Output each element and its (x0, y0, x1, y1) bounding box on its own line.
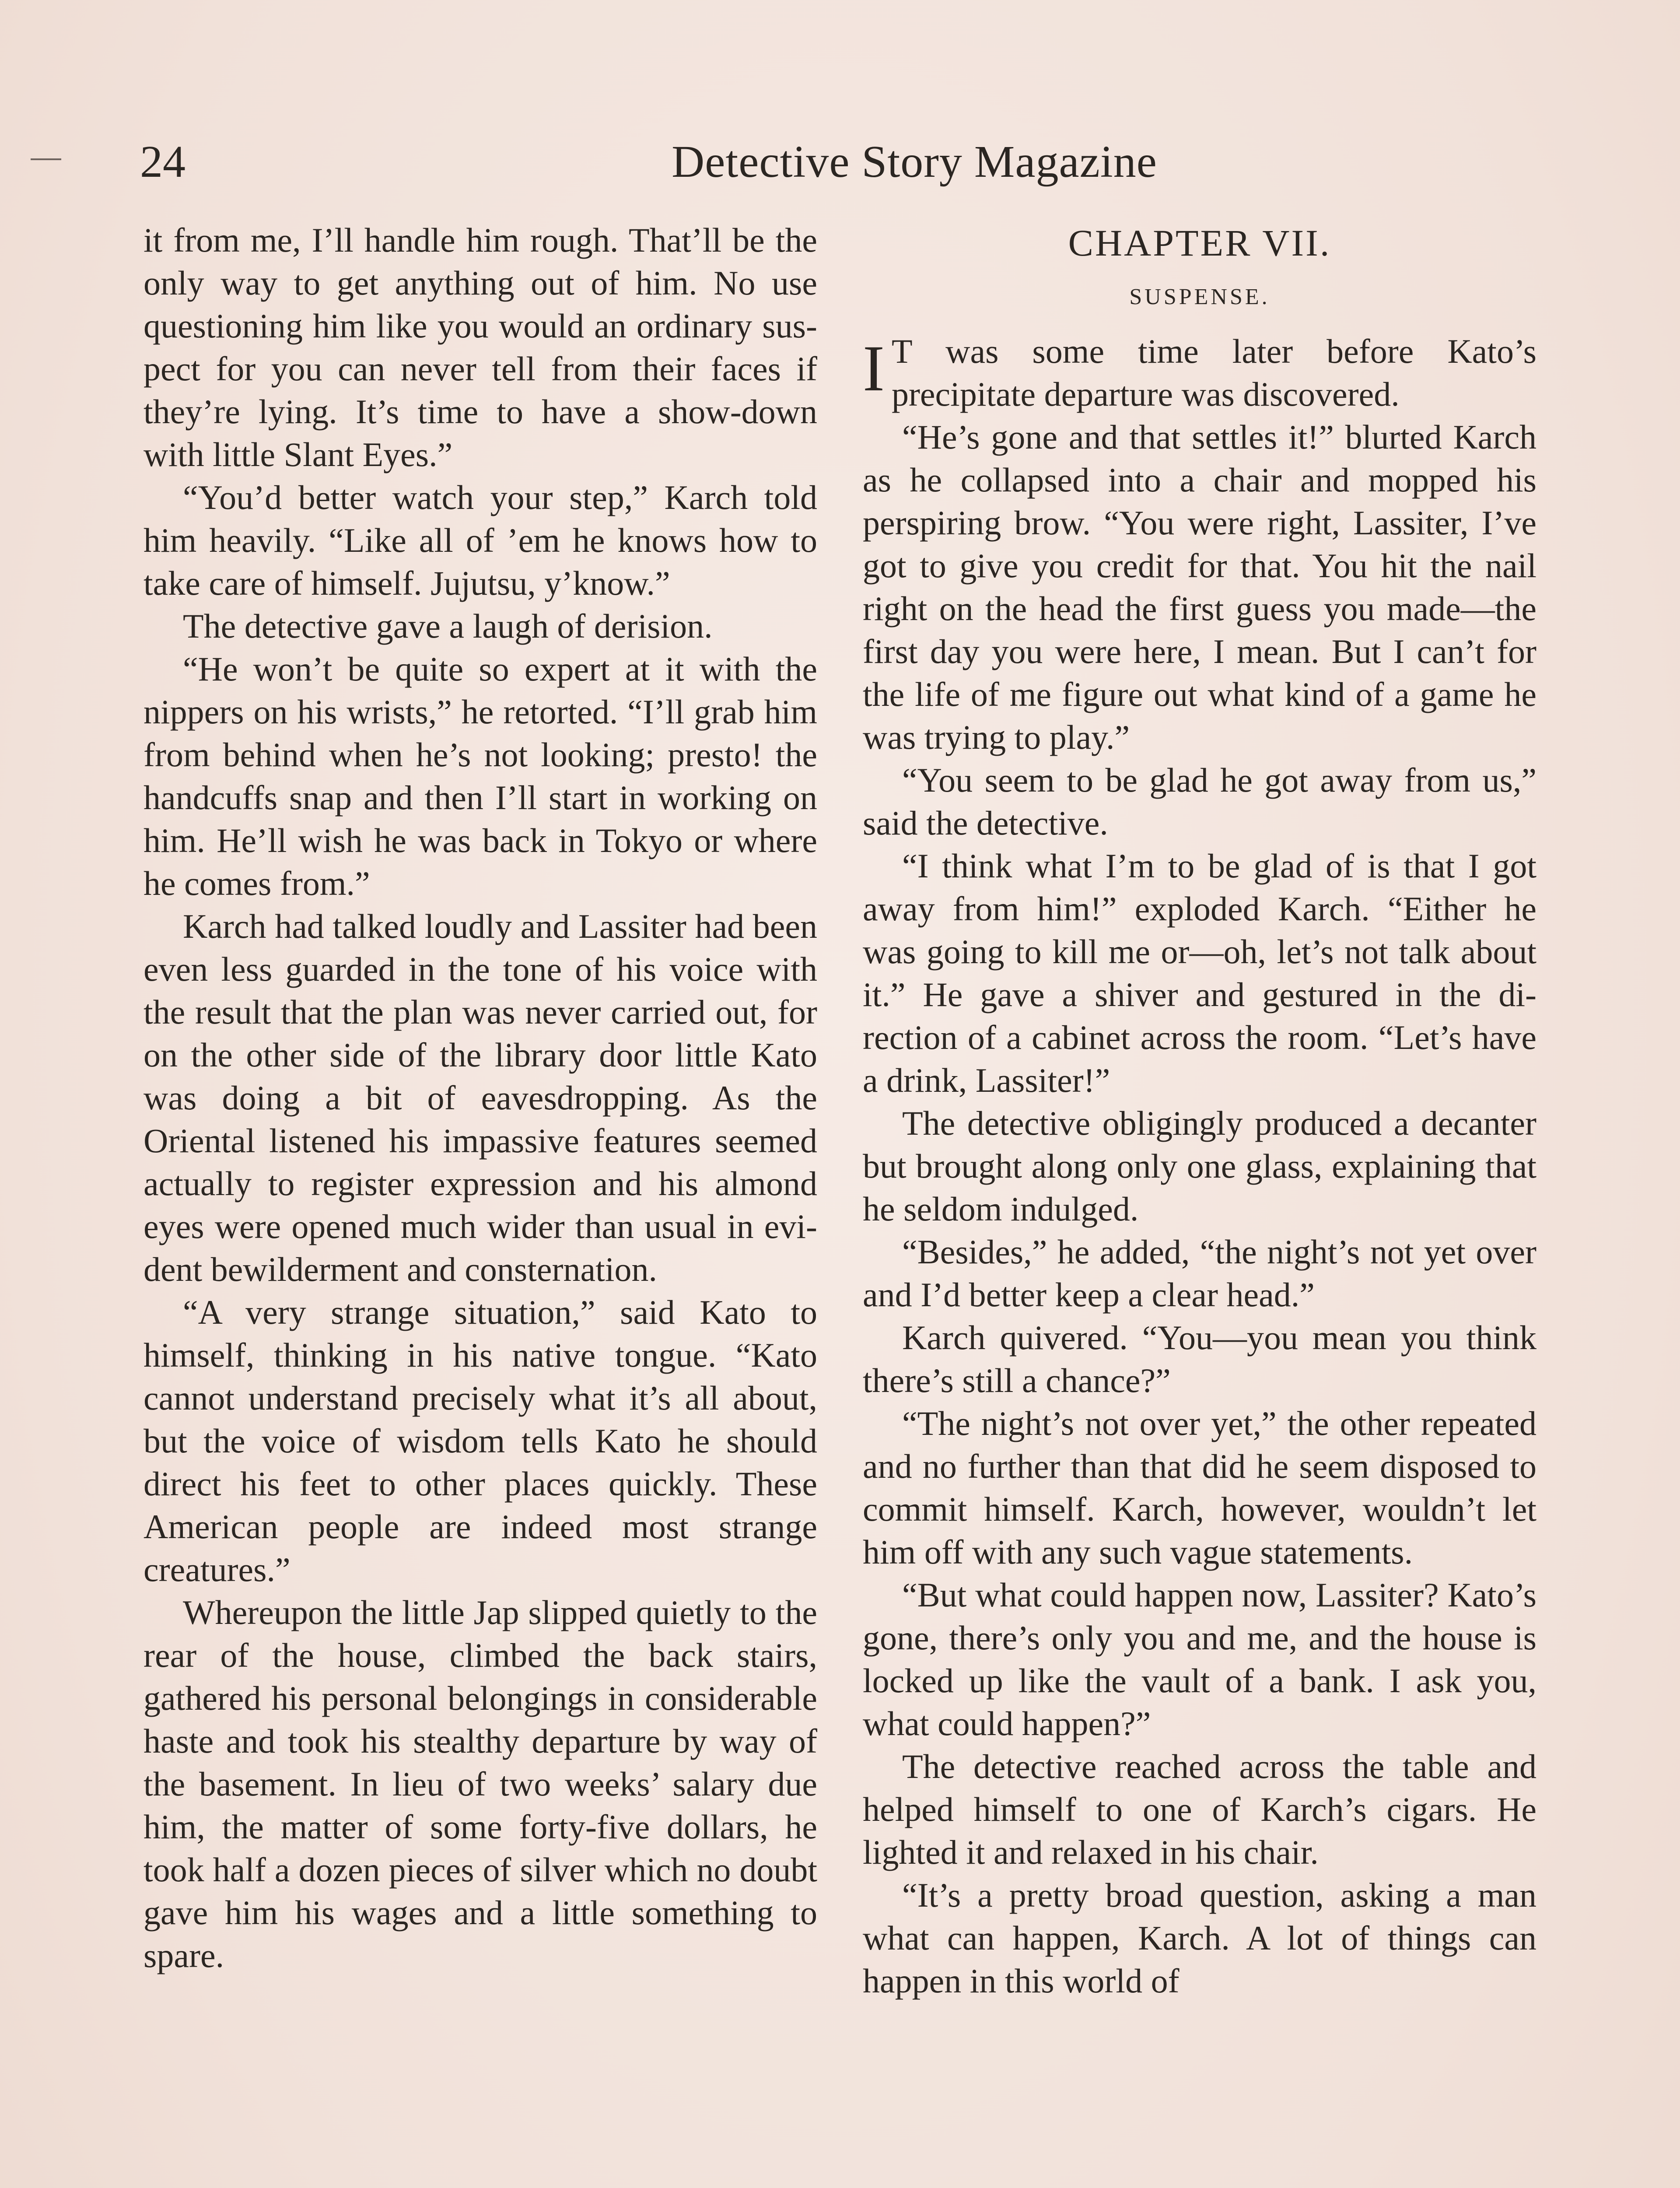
paragraph: The detective obligingly produced a decanter but brought along only one glass, explaining that he seldom indulged. (863, 1104, 1536, 1228)
page-number: 24 (140, 137, 186, 187)
paragraph: Karch quivered. “You—you mean you think there’s still a chance?” (863, 1318, 1536, 1399)
drop-cap: I (863, 332, 885, 405)
paragraph: “Besides,” he added, “the night’s not yet over and I’d better keep a clear head.” (863, 1233, 1536, 1314)
margin-mark (31, 158, 61, 160)
paragraph: “It’s a pretty broad question, asking a man what can happen, Karch. A lot of things can happen in this world of (863, 1876, 1536, 2000)
paragraph: “A very strange situation,” said Kato to himself, thinking in his native tongue. “Kato cannot understand precisely what it’s all about, but the voice of wisdom tells Kato he should direct his feet to other places quickly. These American people are indeed most strange creatures.” (144, 1293, 817, 1588)
running-head: Detective Story Magazine (672, 137, 1157, 187)
paragraph: “You seem to be glad he got away from us,” said the detective. (863, 761, 1536, 842)
chapter-title: CHAPTER VII. (1068, 222, 1331, 264)
paragraph: The detective reached across the table and helped himself to one of Karch’s cigars. He lighted it and relaxed in his chair. (863, 1747, 1536, 1871)
left-column (144, 219, 817, 2188)
paragraph: “I think what I’m to be glad of is that I got away from him!” exploded Karch. “Either he was going to kill me or—oh, let’s not talk about it.” He gave a shiver and gestured in the direction of a cabinet across the room. “Let’s have a drink, Lassiter!” (863, 847, 1536, 1099)
paragraph: Whereupon the little Jap slipped quietly to the rear of the house, climbed the back stairs, gathered his personal belongings in considerable haste and took his stealthy departure by way of the basement. In lieu of two weeks’ salary due him, the matter of some forty-five dollars, he took half a dozen pieces of silver which no doubt gave him his wages and a little something to spare. (144, 1593, 817, 1974)
paragraph: “He’s gone and that settles it!” blurted Karch as he collapsed into a chair and mopped his perspiring brow. “You were right, Lassiter, I’ve got to give you credit for that. You hit the nail right on the head the first guess you made—the first day you were here, I mean. But I can’t for the life of me figure out what kind of a game he was trying to play.” (863, 418, 1536, 756)
paragraph: Karch had talked loudly and Lassiter had been even less guarded in the tone of his voice with the result that the plan was never carried out, for on the other side of the library door little Kato was doing a bit of eavesdropping. As the Oriental listened his impassive features seemed actually to register expression and his almond eyes were opened much wider than usual in evident bewilderment and consternation. (144, 907, 817, 1288)
paragraph: it from me, I’ll handle him rough. That’ll be the only way to get anything out of him. No use questioning him like you would an ordinary suspect for you can never tell from their faces if they’re lying. It’s time to have a show-down with little Slant Eyes.” (144, 221, 817, 473)
paragraph: The detective gave a laugh of derision. (183, 607, 713, 645)
paragraph: “He won’t be quite so expert at it with the nippers on his wrists,” he retorted. “I’ll grab him from behind when he’s not looking; presto! the handcuffs snap and then I’ll start in working on him. He’ll wish he was back in Tokyo or where he comes from.” (144, 650, 817, 902)
paragraph: “You’d better watch your step,” Karch told him heavily. “Like all of ’em he knows how to take care of himself. Jujutsu, y’know.” (144, 478, 817, 602)
paragraph: “The night’s not over yet,” the other repeated and no further than that did he seem disposed to commit himself. Karch, however, wouldn’t let him off with any such vague statements. (863, 1404, 1536, 1571)
paragraph: “But what could happen now, Lassiter? Kato’s gone, there’s only you and me, and the house is locked up like the vault of a bank. I ask you, what could happen?” (863, 1576, 1536, 1743)
opening-paragraph (863, 330, 1536, 416)
right-column (863, 219, 1536, 2188)
opening-text: T was some time later before Kato’s precipitate departure was discovered. (891, 332, 1536, 413)
chapter-subtitle: SUSPENSE. (1129, 284, 1270, 309)
page-header (140, 131, 1540, 193)
